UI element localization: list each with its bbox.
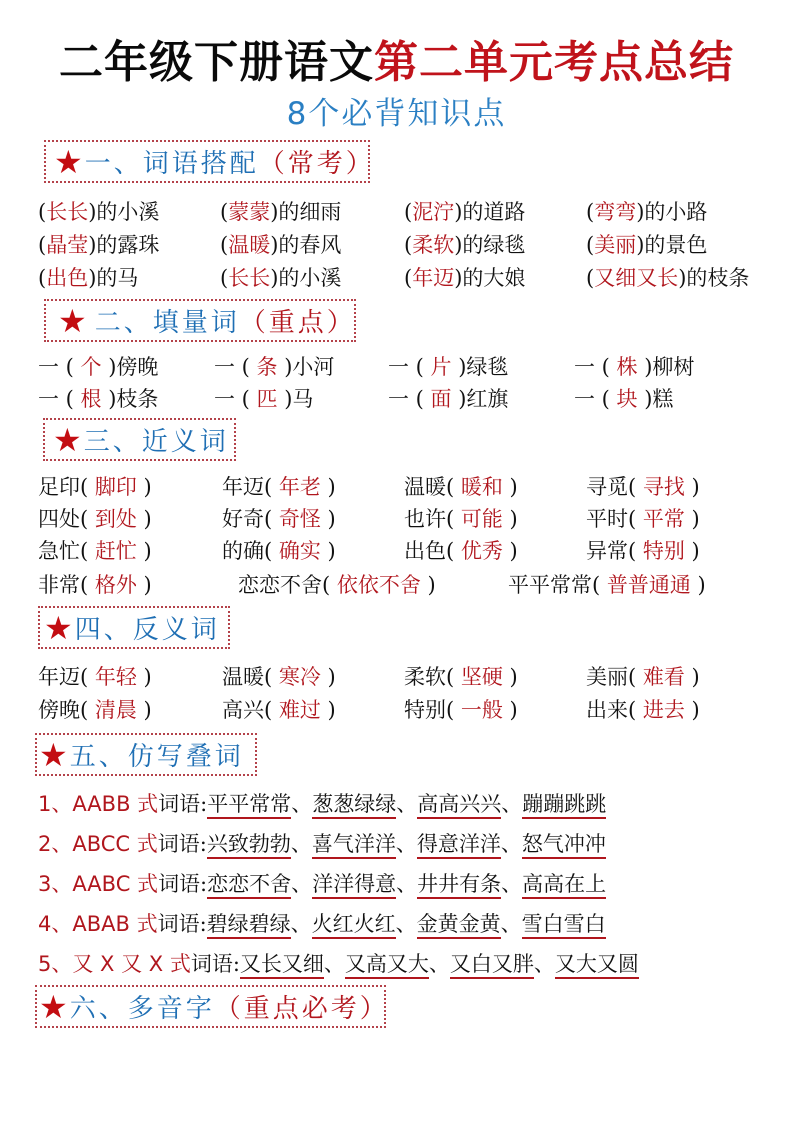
antonym-item: 出来( 进去 ) xyxy=(586,698,700,722)
measure-word-item: 一 ( 根 )枝条 xyxy=(38,387,159,411)
synonym-item: 异常( 特别 ) xyxy=(586,539,700,563)
pattern-label: 2、ABCC 式 xyxy=(38,832,158,856)
synonym-item: 恋恋不舍( 依依不舍 ) xyxy=(238,573,436,597)
star-icon: ★ xyxy=(39,735,68,774)
reduplication-line: 1、AABB 式词语:平平常常、葱葱绿绿、高高兴兴、蹦蹦跳跳 xyxy=(38,787,606,821)
collocation-item: (美丽)的景色 xyxy=(586,233,708,257)
section-6-heading xyxy=(35,985,389,1028)
antonym-item: 年迈( 年轻 ) xyxy=(38,665,152,689)
section-title: 一、词语搭配 xyxy=(84,149,259,179)
section-note: （重点必考） xyxy=(214,994,389,1024)
synonym-item: 非常( 格外 ) xyxy=(38,573,152,597)
measure-word-item: 一 ( 株 )柳树 xyxy=(574,355,695,379)
reduplication-line: 2、ABCC 式词语:兴致勃勃、喜气洋洋、得意洋洋、怒气冲冲 xyxy=(38,827,606,861)
title-black-part: 二年级下册语文 xyxy=(59,37,374,88)
pattern-label: 3、AABC 式 xyxy=(38,872,159,896)
synonym-item: 也许( 可能 ) xyxy=(404,507,518,531)
section-title: 六、多音字 xyxy=(69,994,215,1024)
measure-word-item: 一 ( 匹 )马 xyxy=(214,387,314,411)
title-red-part: 第二单元考点总结 xyxy=(374,37,734,88)
antonym-item: 高兴( 难过 ) xyxy=(222,698,336,722)
collocation-item: (年迈)的大娘 xyxy=(404,266,526,290)
section-title: 二、填量词 xyxy=(94,308,240,338)
collocation-item: (柔软)的绿毯 xyxy=(404,233,526,257)
star-icon: ★ xyxy=(54,142,83,181)
star-icon: ★ xyxy=(44,608,73,647)
star-icon: ★ xyxy=(39,987,68,1026)
synonym-item: 平平常常( 普普通通 ) xyxy=(508,573,706,597)
measure-word-item: 一 ( 个 )傍晚 xyxy=(38,355,159,379)
collocation-item: (又细又长)的枝条 xyxy=(586,266,750,290)
section-note: （常考） xyxy=(258,149,375,179)
synonym-item: 出色( 优秀 ) xyxy=(404,539,518,563)
collocation-item: (蒙蒙)的细雨 xyxy=(220,200,342,224)
section-title: 三、近义词 xyxy=(83,427,229,457)
synonym-item: 温暖( 暖和 ) xyxy=(404,475,518,499)
synonym-item: 寻觅( 寻找 ) xyxy=(586,475,700,499)
pattern-label: 5、又 X 又 X 式 xyxy=(38,952,191,976)
measure-word-item: 一 ( 面 )红旗 xyxy=(388,387,509,411)
synonym-item: 的确( 确实 ) xyxy=(222,539,336,563)
reduplication-line: 5、又 X 又 X 式词语:又长又细、又高又大、又白又胖、又大又圆 xyxy=(38,947,639,981)
page-title xyxy=(0,36,793,90)
antonym-item: 特别( 一般 ) xyxy=(404,698,518,722)
antonym-item: 傍晚( 清晨 ) xyxy=(38,698,152,722)
star-icon: ★ xyxy=(58,301,87,340)
antonym-item: 温暖( 寒冷 ) xyxy=(222,665,336,689)
pattern-label: 1、AABB 式 xyxy=(38,792,159,816)
section-title: 四、反义词 xyxy=(74,615,220,645)
synonym-item: 平时( 平常 ) xyxy=(586,507,700,531)
synonym-item: 急忙( 赶忙 ) xyxy=(38,539,152,563)
section-2-heading xyxy=(44,299,356,342)
collocation-item: (泥泞)的道路 xyxy=(404,200,526,224)
antonym-item: 美丽( 难看 ) xyxy=(586,665,700,689)
synonym-item: 年迈( 年老 ) xyxy=(222,475,336,499)
measure-word-item: 一 ( 片 )绿毯 xyxy=(388,355,509,379)
section-title: 五、仿写叠词 xyxy=(69,742,244,772)
collocation-item: (长长)的小溪 xyxy=(38,200,160,224)
synonym-item: 四处( 到处 ) xyxy=(38,507,152,531)
collocation-item: (出色)的马 xyxy=(38,266,139,290)
page-subtitle: 8个必背知识点 xyxy=(286,96,507,132)
synonym-item: 足印( 脚印 ) xyxy=(38,475,152,499)
star-icon: ★ xyxy=(53,420,82,459)
collocation-item: (温暖)的春风 xyxy=(220,233,342,257)
section-3-heading xyxy=(43,418,236,461)
collocation-item: (晶莹)的露珠 xyxy=(38,233,160,257)
section-4-heading xyxy=(38,606,230,649)
reduplication-line: 4、ABAB 式词语:碧绿碧绿、火红火红、金黄金黄、雪白雪白 xyxy=(38,907,606,941)
section-5-heading xyxy=(35,733,257,776)
collocation-item: (长长)的小溪 xyxy=(220,266,342,290)
pattern-label: 4、ABAB 式 xyxy=(38,912,158,936)
collocation-item: (弯弯)的小路 xyxy=(586,200,708,224)
antonym-item: 柔软( 坚硬 ) xyxy=(404,665,518,689)
section-1-heading xyxy=(44,140,375,183)
synonym-item: 好奇( 奇怪 ) xyxy=(222,507,336,531)
section-note: （重点） xyxy=(239,308,356,338)
measure-word-item: 一 ( 块 )糕 xyxy=(574,387,674,411)
measure-word-item: 一 ( 条 )小河 xyxy=(214,355,335,379)
reduplication-line: 3、AABC 式词语:恋恋不舍、洋洋得意、井井有条、高高在上 xyxy=(38,867,606,901)
